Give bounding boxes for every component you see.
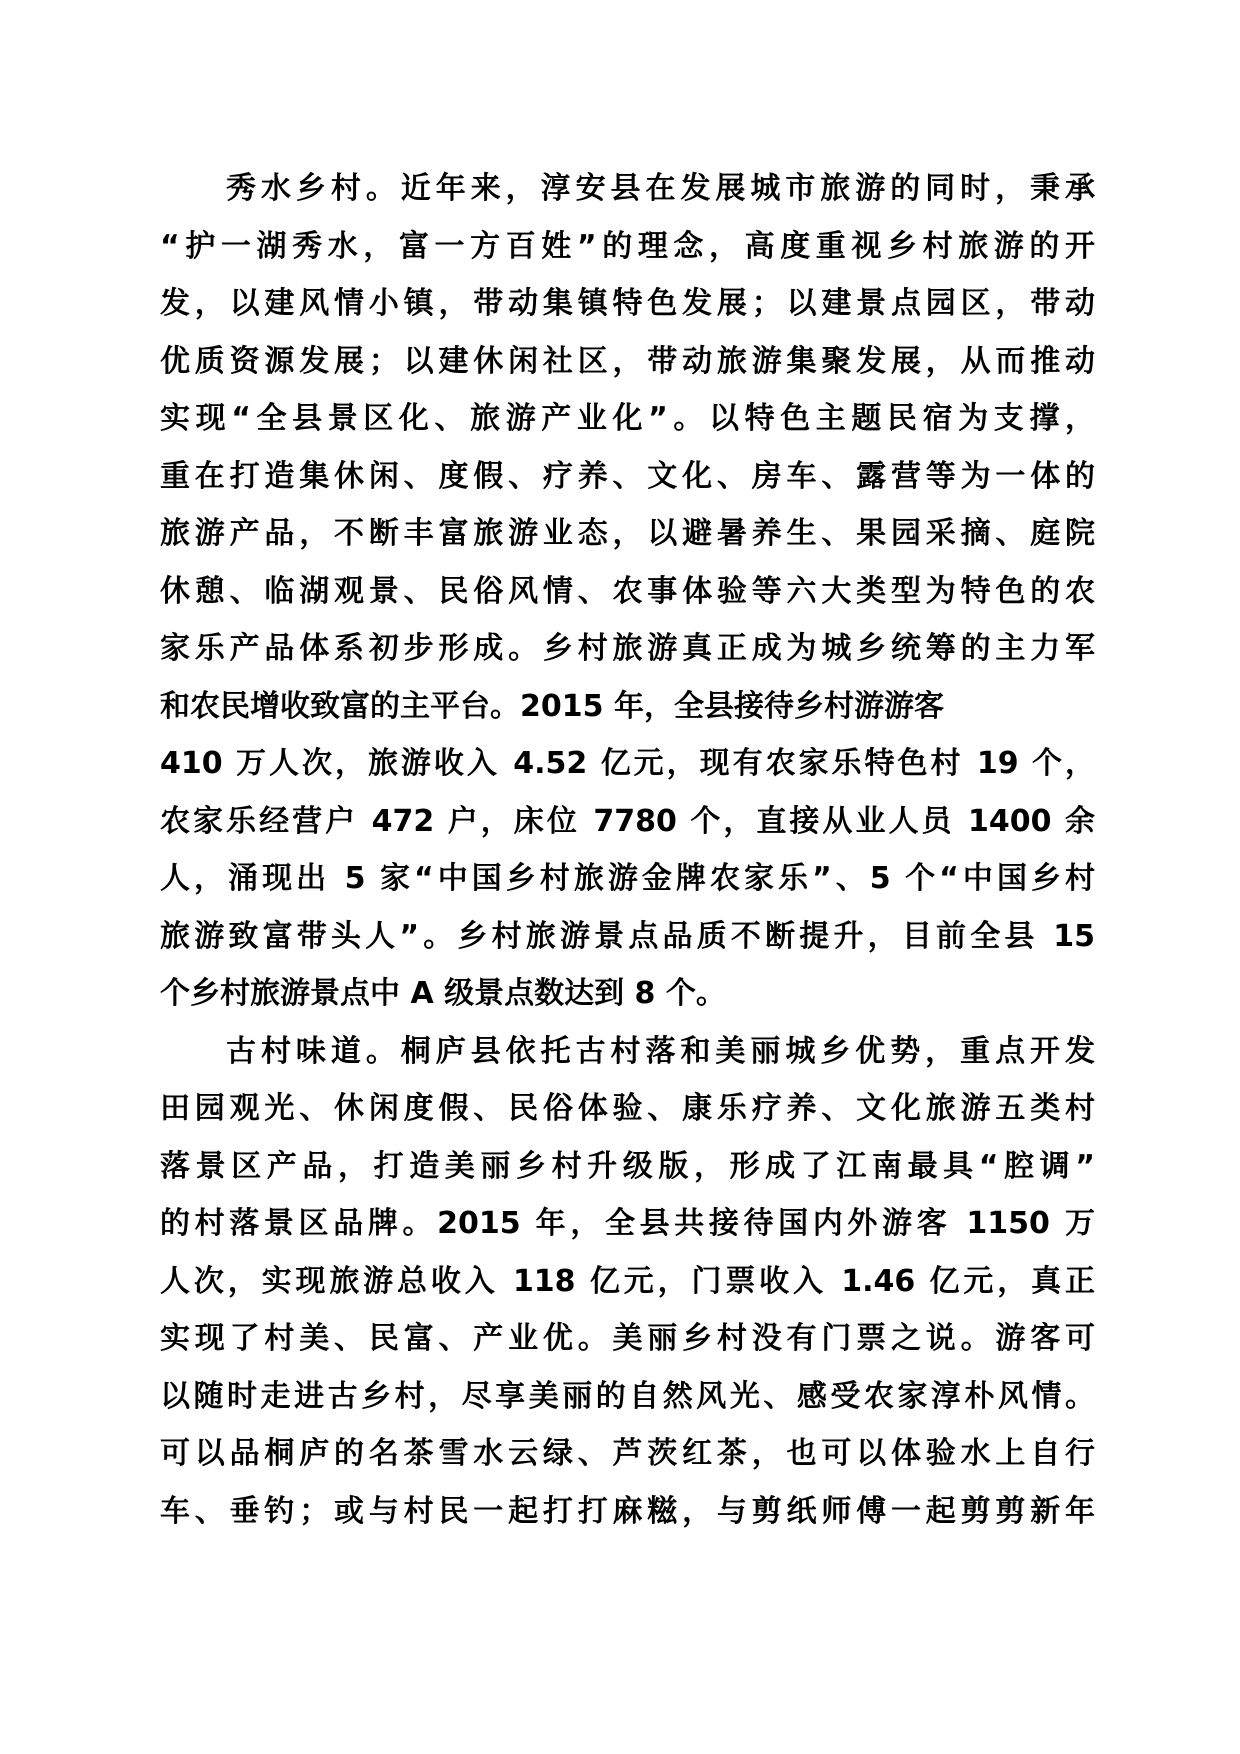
text-line: 实现“全县景区化、旅游产业化”。以特色主题民宿为支撑， (160, 401, 1095, 436)
paragraph-ancient-village (160, 1023, 1095, 1541)
text-line: 可以品桐庐的名茶雪水云绿、芦茨红茶，也可以体验水上自行 (160, 1436, 1095, 1471)
text-line: 农家乐经营户 472 户，床位 7780 个，直接从业人员 1400 余 (160, 803, 1095, 839)
text-line: 秀水乡村。近年来，淳安县在发展城市旅游的同时，秉承 (226, 171, 1095, 206)
document-body (160, 160, 1095, 1540)
text-line: “护一湖秀水，富一方百姓”的理念，高度重视乡村旅游的开 (160, 228, 1095, 264)
text-line: 家乐产品体系初步形成。乡村旅游真正成为城乡统筹的主力军 (160, 631, 1095, 666)
text-line: 落景区产品，打造美丽乡村升级版，形成了江南最具“腔调” (160, 1148, 1095, 1184)
text-line: 田园观光、休闲度假、民俗体验、康乐疗养、文化旅游五类村 (160, 1091, 1095, 1126)
text-line: 古村味道。桐庐县依托古村落和美丽城乡优势，重点开发 (226, 1033, 1095, 1069)
text-line: 旅游致富带头人”。乡村旅游景点品质不断提升，目前全县 15 (160, 918, 1095, 954)
text-line: 以随时走进古乡村，尽享美丽的自然风光、感受农家淳朴风情。 (160, 1378, 1095, 1414)
text-line: 重在打造集休闲、度假、疗养、文化、房车、露营等为一体的 (160, 458, 1095, 494)
text-line: 人，涌现出 5 家“中国乡村旅游金牌农家乐”、5 个“中国乡村 (160, 861, 1095, 896)
text-line: 发，以建风情小镇，带动集镇特色发展；以建景点园区，带动 (160, 286, 1095, 321)
text-line: 410 万人次，旅游收入 4.52 亿元，现有农家乐特色村 19 个， (160, 746, 1095, 781)
text-line: 人次，实现旅游总收入 118 亿元，门票收入 1.46 亿元，真正 (160, 1263, 1095, 1299)
text-line: 实现了村美、民富、产业优。美丽乡村没有门票之说。游客可 (160, 1321, 1095, 1356)
text-line: 车、垂钓；或与村民一起打打麻糍，与剪纸师傅一起剪剪新年 (160, 1493, 1095, 1529)
text-line: 和农民增收致富的主平台。2015 年，全县接待乡村游游客 (160, 688, 944, 724)
text-line: 休憩、临湖观景、民俗风情、农事体验等六大类型为特色的农 (160, 573, 1095, 609)
paragraph-rural-tourism (160, 160, 1095, 1023)
text-line: 旅游产品，不断丰富旅游业态，以避暑养生、果园采摘、庭院 (160, 516, 1095, 551)
text-line: 的村落景区品牌。2015 年，全县共接待国内外游客 1150 万 (160, 1206, 1095, 1241)
text-line: 优质资源发展；以建休闲社区，带动旅游集聚发展，从而推动 (160, 343, 1095, 379)
text-line: 个乡村旅游景点中 A 级景点数达到 8 个。 (160, 976, 726, 1011)
